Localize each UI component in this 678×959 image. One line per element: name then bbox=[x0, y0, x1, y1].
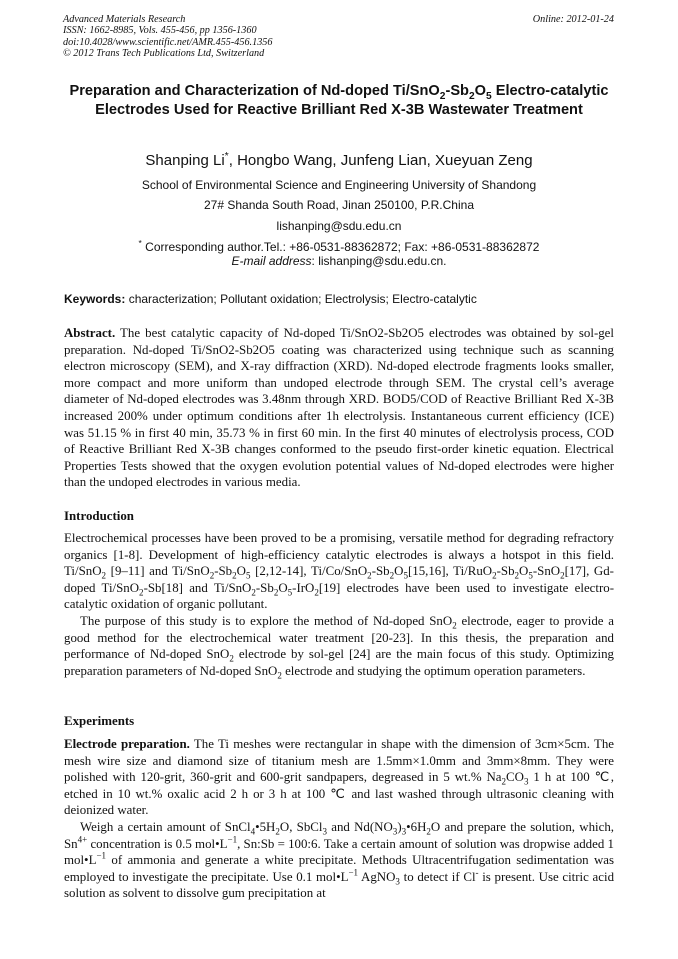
journal-header bbox=[63, 14, 272, 59]
corresponding-author: * Corresponding author.Tel.: +86-0531-88362872; Fax: +86-0531-88362872 bbox=[138, 238, 540, 254]
abstract: Abstract. The best catalytic capacity of Nd-doped Ti/SnO2-Sb2O5 electrodes was obtained by sol-gel preparation. Nd-doped Ti/SnO2-Sb2O5 coating was characterized using technique such as scanning electron microscopy (SEM), and X-ray diffraction (XRD). Nd-doped electrode fragments looks smaller, more compact and more uniform than undoped electrode through SEM. The crystal cell’s average diameter of Nd-doped electrodes was 3.48nm through XRD. BOD5/COD of Reactive Brilliant Red X-3B increased 200% under optimum conditions after 1h electrolysis. Instantaneous current efficiency (ICE) was 51.15 % in first 40 min, 35.73 % in first 60 min. In the first 40 minutes of electrolysis process, COD of Reactive Brilliant Red X-3B changes conformed to the pseudo first-order kinetic equation. Electrical Properties Tests showed that the oxygen evolution potential values of Nd-doped electrodes were higher than the undoped electrodes in various media. bbox=[64, 326, 614, 490]
corresponding-email: E-mail address: lishanping@sdu.edu.cn. bbox=[231, 254, 447, 268]
paper-title: Preparation and Characterization of Nd-doped $Ti/SnO_2-Sb_2O_5$ Electro-catalytic Electrodes Used for Reactive Brilliant Red X-3B Wastewater Treatment bbox=[69, 83, 609, 118]
section-heading-experiments: Experiments bbox=[64, 714, 135, 728]
section-heading-introduction: Introduction bbox=[64, 509, 134, 523]
affiliation-email: lishanping@sdu.edu.cn bbox=[276, 219, 402, 233]
experiments-paragraph-1: Electrode preparation. The Ti meshes were rectangular in shape with the dimension of 3cm×5cm. The mesh wire size and diamond size of titanium mesh are 1.5mm×1.0mm and 3mm×8mm. They were polished with 120-grit, 360-grit and 600-grit sandpapers, degreased in 5 wt.% $Na_2CO_3$ 1 h at 100 ℃, etched in 10 wt.% oxalic acid 2 h or 3 h at 100 ℃ and last washed through ultrasonic cleaning with deionized water. bbox=[64, 737, 614, 818]
intro-paragraph-1: Electrochemical processes have been proved to be a promising, versatile method for degrading refractory organics [1-8]. Development of high-efficiency catalytic electrodes is always a hotspot in this field. Ti/SnO$_2$ [9–11] and $Ti/SnO_2-Sb_2O_5$ [2,12-14], $Ti/Co/SnO_2-Sb_2O_5[15,16]$, $Ti/RuO_2-Sb_2O_5-SnO_2[17]$, Gd-doped Ti/SnO$_2$-Sb[18] and $Ti/SnO_2-Sb_2O_5-IrO_2[19]$ electrodes have been used to investigate electro-catalytic oxidation of organic pollutant. bbox=[64, 531, 614, 612]
experiments-body bbox=[64, 736, 614, 902]
introduction-body bbox=[64, 530, 614, 679]
experiments-paragraph-2: Weigh a certain amount of $SnCl_4•5H_2O$, SbCl$_3$ and $Nd(NO_3)_3•6H_2O$ and prepare the solution, which, $Sn^{4+}$ concentration is 0.5 $mol•L^{-1}$, Sn:Sb = 100:6. Take a certain amount of solution was dropwise added 1 $mol•L^{-1}$ of ammonia and generate a white precipitate. Methods Ultracentrifugation sedimentation was employed to investigate the precipitate. Use 0.1 $mol•L^{-1}$ AgNO$_3$ to detect if Cl- is present. Use citric acid solution as solvent to dissolve gum precipitation at bbox=[64, 819, 615, 901]
journal-name: Advanced Materials Research bbox=[63, 14, 186, 25]
doi-line: doi:10.4028/www.scientific.net/AMR.455-456.1356 bbox=[63, 36, 273, 48]
affiliation-address: 27# Shanda South Road, Jinan 250100, P.R.China bbox=[204, 198, 474, 212]
intro-paragraph-2: The purpose of this study is to explore the method of Nd-doped SnO$_2$ electrode, eager to provide a good method for the electrochemical water treatment [20-23]. In this thesis, the preparation and performance of Nd-doped SnO$_2$ electrode by sol-gel [24] are the main focus of this study. Optimizing preparation parameters of Nd-doped SnO$_2$ electrode and studying the optimum operation parameters. bbox=[64, 613, 614, 681]
author-list: Shanping Li*, Hongbo Wang, Junfeng Lian, Xueyuan Zeng bbox=[145, 150, 533, 169]
copyright-line: © 2012 Trans Tech Publications Ltd, Switzerland bbox=[63, 47, 265, 59]
keywords: Keywords: characterization; Pollutant oxidation; Electrolysis; Electro-catalytic bbox=[64, 292, 477, 306]
issn-line: ISSN: 1662-8985, Vols. 455-456, pp 1356-1360 bbox=[63, 25, 257, 37]
affiliation-school: School of Environmental Science and Engineering University of Shandong bbox=[141, 178, 537, 192]
online-date: Online: 2012-01-24 bbox=[532, 14, 614, 25]
